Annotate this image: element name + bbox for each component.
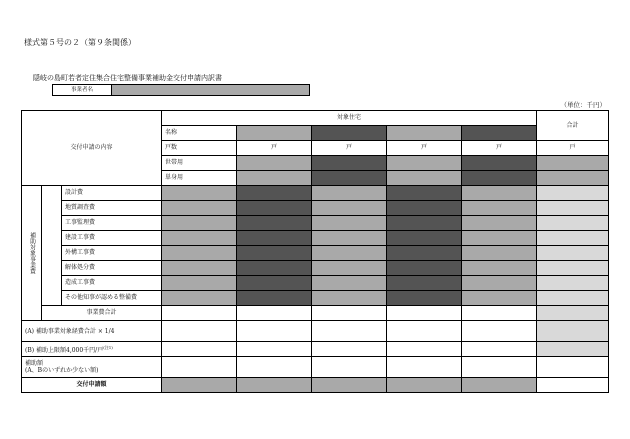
cost-row (22, 261, 609, 276)
cost-cell[interactable] (462, 186, 537, 201)
application-breakdown-table (21, 110, 609, 393)
cost-row (22, 201, 609, 216)
cost-cell[interactable] (237, 231, 312, 246)
subsidy-cell (162, 357, 237, 378)
units-cell[interactable]: 戸 (537, 141, 609, 156)
cost-cell[interactable] (162, 201, 237, 216)
cost-cell[interactable] (462, 246, 537, 261)
subtotal-cell (162, 306, 237, 321)
cost-row (22, 231, 609, 246)
cost-cell[interactable] (162, 276, 237, 291)
cost-row (22, 186, 609, 201)
household-cell[interactable] (237, 156, 312, 171)
applicant-name-label: 事業者名 (53, 85, 112, 95)
name-cell[interactable] (387, 126, 462, 141)
cost-cell[interactable] (312, 246, 387, 261)
application-amount-total-cell[interactable] (537, 378, 609, 393)
cost-cell[interactable] (312, 291, 387, 306)
cost-total-cell (537, 216, 609, 231)
application-amount-cell[interactable] (312, 378, 387, 393)
cost-cell[interactable] (462, 216, 537, 231)
cost-group-spacer (42, 186, 62, 306)
cost-total-cell (537, 186, 609, 201)
cost-group-label: 補助対象事業費 (22, 186, 42, 321)
cost-item-label: 工事監理費 (62, 216, 162, 231)
row-b-note: (注1) (103, 344, 113, 350)
cost-item-label: その他知事が認める整備費 (62, 291, 162, 306)
household-cell[interactable] (312, 156, 387, 171)
cost-total-cell (537, 231, 609, 246)
subsidy-label-line2: (A、Bのいずれか少ない額) (25, 367, 99, 374)
subsidy-cell (237, 357, 312, 378)
single-cell[interactable] (462, 171, 537, 186)
application-amount-cell[interactable] (462, 378, 537, 393)
cost-cell[interactable] (162, 246, 237, 261)
household-label: 世帯用 (162, 156, 237, 171)
cost-cell[interactable] (237, 246, 312, 261)
cost-cell[interactable] (162, 261, 237, 276)
cost-item-label: 解体処分費 (62, 261, 162, 276)
cost-item-label: 造成工事費 (62, 276, 162, 291)
cost-cell[interactable] (237, 291, 312, 306)
cost-cell[interactable] (387, 261, 462, 276)
cost-cell[interactable] (462, 201, 537, 216)
cost-cell[interactable] (162, 231, 237, 246)
section-label: 交付申請の内容 (22, 111, 162, 186)
name-cell[interactable] (237, 126, 312, 141)
row-a-cell (312, 321, 387, 342)
subtotal-cell (387, 306, 462, 321)
cost-cell[interactable] (237, 201, 312, 216)
row-a-cell (237, 321, 312, 342)
cost-total-cell (537, 261, 609, 276)
cost-row (22, 216, 609, 231)
cost-cell[interactable] (387, 276, 462, 291)
units-cell[interactable]: 戸 (312, 141, 387, 156)
row-a-label: (A) 補助事業対象経費合計 × 1/4 (22, 321, 162, 342)
cost-item-label: 建設工事費 (62, 231, 162, 246)
subsidy-label-line1: 補助額 (25, 360, 44, 367)
cost-row (22, 276, 609, 291)
unit-label: （単位：千円） (560, 101, 606, 109)
household-cell[interactable] (537, 156, 609, 171)
cost-cell[interactable] (162, 291, 237, 306)
name-cell[interactable] (312, 126, 387, 141)
cost-cell[interactable] (237, 276, 312, 291)
row-b-cell (462, 342, 537, 357)
cost-cell[interactable] (387, 216, 462, 231)
row-a (22, 321, 609, 342)
single-cell[interactable] (387, 171, 462, 186)
cost-cell[interactable] (312, 276, 387, 291)
row-a-total-cell (537, 321, 609, 342)
row-b-cell (312, 342, 387, 357)
subtotal-cell (462, 306, 537, 321)
row-a-cell (462, 321, 537, 342)
cost-total-cell (537, 201, 609, 216)
single-cell[interactable] (237, 171, 312, 186)
subsidy-cell (312, 357, 387, 378)
cost-cell[interactable] (237, 186, 312, 201)
row-b-text: (B) 補助上限額4,000千円/戸 (25, 346, 104, 354)
row-b-cell (387, 342, 462, 357)
form-title: 隠岐の島町若者定住集合住宅整備事業補助金交付申請内訳書 (33, 74, 222, 82)
cost-row (22, 291, 609, 306)
row-b-cell (162, 342, 237, 357)
application-amount-cell[interactable] (237, 378, 312, 393)
subtotal-cell (237, 306, 312, 321)
cost-cell[interactable] (462, 261, 537, 276)
cost-cell[interactable] (462, 276, 537, 291)
cost-cell[interactable] (162, 186, 237, 201)
name-cell[interactable] (462, 126, 537, 141)
cost-total-cell (537, 276, 609, 291)
household-cell[interactable] (387, 156, 462, 171)
subtotal-label: 事業費合計 (42, 306, 162, 321)
units-label: 戸数 (162, 141, 237, 156)
cost-cell[interactable] (462, 231, 537, 246)
units-cell[interactable]: 戸 (462, 141, 537, 156)
cost-cell[interactable] (312, 231, 387, 246)
household-cell[interactable] (462, 156, 537, 171)
applicant-name-field[interactable] (112, 85, 309, 95)
single-cell[interactable] (537, 171, 609, 186)
subtotal-row (22, 306, 609, 321)
name-label: 名称 (162, 126, 237, 141)
row-a-cell (162, 321, 237, 342)
cost-cell[interactable] (312, 216, 387, 231)
header-row-target (22, 111, 609, 126)
cost-cell[interactable] (387, 186, 462, 201)
cost-cell[interactable] (387, 291, 462, 306)
units-cell[interactable]: 戸 (237, 141, 312, 156)
subsidy-row (22, 357, 609, 378)
cost-cell[interactable] (237, 261, 312, 276)
row-b-label (22, 342, 162, 357)
row-b (22, 342, 609, 357)
single-label: 単身用 (162, 171, 237, 186)
cost-cell[interactable] (237, 216, 312, 231)
application-amount-cell[interactable] (387, 378, 462, 393)
cost-cell[interactable] (312, 201, 387, 216)
application-amount-row (22, 378, 609, 393)
target-housing-header: 対象住宅 (162, 111, 537, 126)
cost-item-label: 設計費 (62, 186, 162, 201)
cost-row (22, 246, 609, 261)
cost-cell[interactable] (387, 231, 462, 246)
row-b-total-cell (537, 342, 609, 357)
row-a-cell (387, 321, 462, 342)
units-cell[interactable]: 戸 (387, 141, 462, 156)
cost-item-label: 外構工事費 (62, 246, 162, 261)
cost-total-cell (537, 291, 609, 306)
subtotal-total-cell (537, 306, 609, 321)
cost-cell[interactable] (387, 246, 462, 261)
form-number: 様式第５号の２（第９条関係） (24, 38, 136, 47)
subsidy-cell (462, 357, 537, 378)
cost-total-cell (537, 246, 609, 261)
subsidy-total-cell (537, 357, 609, 378)
cost-cell[interactable] (462, 291, 537, 306)
cost-item-label: 地質調査費 (62, 201, 162, 216)
cost-cell[interactable] (387, 201, 462, 216)
application-amount-cell[interactable] (162, 378, 237, 393)
applicant-name-box (52, 84, 310, 96)
total-header: 合計 (537, 111, 609, 141)
application-amount-label: 交付申請額 (22, 378, 162, 393)
cost-cell[interactable] (162, 216, 237, 231)
subtotal-cell (312, 306, 387, 321)
row-b-cell (237, 342, 312, 357)
cost-cell[interactable] (312, 186, 387, 201)
single-cell[interactable] (312, 171, 387, 186)
subsidy-cell (387, 357, 462, 378)
subsidy-label (22, 357, 162, 378)
cost-cell[interactable] (312, 261, 387, 276)
